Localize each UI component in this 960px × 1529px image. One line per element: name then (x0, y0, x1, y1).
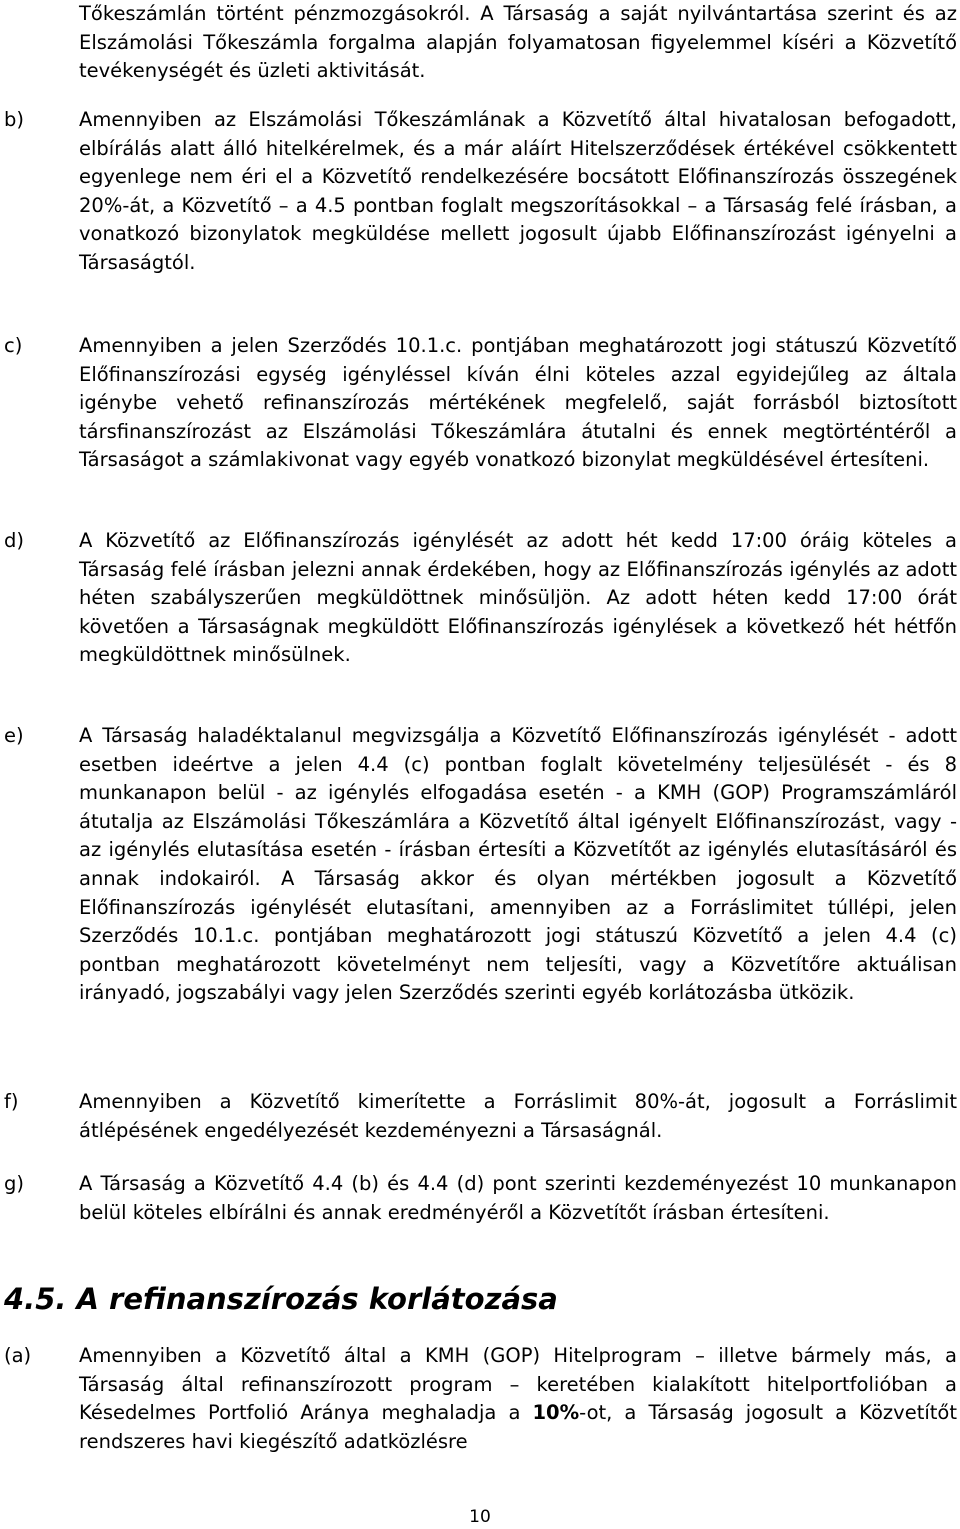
list-item-text (79, 1342, 957, 1456)
list-item-label: e) (4, 724, 24, 747)
page-number: 10 (469, 1507, 491, 1527)
list-item-label: f) (4, 1090, 19, 1113)
text-before: Amennyiben a Közvetítő által a KMH (GOP) Hitelprogram – illetve bármely más, a Társaság által refinanszírozott program – keretében kialakított hitelportfolióban a Késedelmes Portfolió Aránya meghaladja a (79, 1344, 957, 1425)
list-item-label: d) (4, 529, 24, 552)
list-item-label: b) (4, 108, 24, 131)
text-after: -ot, a Társaság jogosult a Közvetítőt rendszeres havi kiegészítő adatközlésre (79, 1401, 957, 1453)
list-item-text: A Társaság a Közvetítő 4.4 (b) és 4.4 (d) pont szerinti kezdeményezést 10 munkanapon belül köteles elbírálni és annak eredményéről a Közvetítőt írásban értesíteni. (79, 1172, 957, 1224)
list-item-label: g) (4, 1172, 24, 1195)
list-item-text: A Társaság haladéktalanul megvizsgálja a Közvetítő Előfinanszírozás igénylését - adott esetben ideértve a jelen 4.4 (c) pontban foglalt követelmény teljesülését - és 8 munkanapon belül - az igénylés elfogadása esetén - a KMH (GOP) Programszámláról átutalja az Elszámolási Tőkeszámlára a Közvetítő által igényelt Előfinanszírozást, vagy - az igénylés elutasítása esetén - írásban értesíti a Közvetítőt az igénylés elutasításáról és annak indokairól. A Társaság akkor és olyan mértékben jogosult a Közvetítő Előfinanszírozás igénylését elutasítani, amennyiben az a Forráslimitet túllépi, jelen Szerződés 10.1.c. pontjában meghatározott jogi státuszú Közvetítő a jelen 4.4 (c) pontban meghatározott követelményt nem teljesíti, vagy a Közvetítőre aktuálisan irányadó, jogszabályi vagy jelen Szerződés szerinti egyéb korlátozásba ütközik. (79, 724, 957, 1005)
percentage-bold: 10% (532, 1401, 580, 1425)
list-item-text: A Közvetítő az Előfinanszírozás igénylését az adott hét kedd 17:00 óráig köteles a Társaság felé írásban jelezni annak érdekében, hogy az Előfinanszírozás igénylés az adott héten szabályszerűen megküldöttnek minősüljön. Az adott héten kedd 17:00 órát követően a Társaságnak megküldött Előfinanszírozás igénylések a következő hét hétfőn megküldöttnek minősülnek. (79, 529, 957, 667)
list-item-text: Amennyiben a Közvetítő kimerítette a Forráslimit 80%-át, jogosult a Forráslimit átlépésének engedélyezését kezdeményezni a Társaságnál. (79, 1090, 957, 1142)
list-item-text: Amennyiben a jelen Szerződés 10.1.c. pontjában meghatározott jogi státuszú Közvetítő Előfinanszírozási egység igényléssel kíván élni köteles azzal egyidejűleg az általa igénybe vehető refinanszírozás mértékének megfelelő, saját forrásból biztosított társfinanszírozást az Elszámolási Tőkeszámlára átutalni és ennek megtörténtéről a Társaságot a számlakivonat vagy egyéb vonatkozó bizonylat megküldésével értesíteni. (79, 334, 957, 472)
intro-paragraph: Tőkeszámlán történt pénzmozgásokról. A Társaság a saját nyilvántartása szerint és az Elszámolási Tőkeszámla forgalma alapján folyamatosan figyelemmel kíséri a Közvetítő tevékenységét és üzleti aktivitását. (79, 2, 957, 83)
list-item-label: c) (4, 334, 23, 357)
list-item-label: (a) (4, 1344, 32, 1367)
list-item-text: Amennyiben az Elszámolási Tőkeszámlának a Közvetítő által hivatalosan befogadott, elbírálás alatt álló hitelkérelmek, és a már aláírt Hitelszerződések értékével csökkentett egyenlege nem éri el a Közvetítő rendelkezésére bocsátott Előfinanszírozás összegének 20%-át, a Közvetítő – a 4.5 pontban foglalt megszorításokkal – a Társaság felé írásban, a vonatkozó bizonylatok megküldése mellett jogosult újabb Előfinanszírozást igényelni a Társaságtól. (79, 108, 957, 274)
section-heading: 4.5. A refinanszírozás korlátozása (4, 1282, 558, 1316)
